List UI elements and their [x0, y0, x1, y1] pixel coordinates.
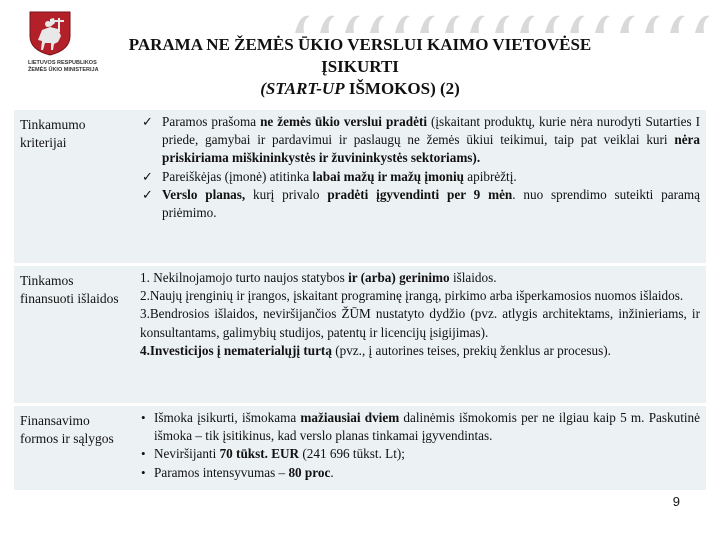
row-content [132, 406, 706, 490]
list-item [140, 409, 700, 445]
text-run: (pvz., į autorines teises, prekių ženklus ar procesus). [331, 342, 611, 358]
text-run: . nuo sprendimo suteikti paramą priėmimo. [162, 186, 700, 221]
row-label: Finansavimo formos ir sąlygos [20, 413, 114, 446]
title-startup: (START-UP [260, 79, 345, 98]
paragraph [140, 287, 700, 305]
paragraph [140, 269, 700, 287]
checkmark-icon: ✓ [142, 114, 153, 129]
text-run: . [330, 464, 334, 480]
slide-title [80, 34, 640, 100]
text-run: Paramos intensyvumas – [154, 464, 289, 480]
bullet-icon: • [141, 446, 146, 462]
list-item [140, 464, 700, 482]
criteria-table [14, 110, 706, 493]
text-run: Išmoka įsikurti, išmokama [154, 410, 301, 425]
bullet-list [140, 409, 700, 482]
list-item [140, 445, 700, 463]
title-line-3 [80, 78, 640, 100]
row-label: Tinkamumo kriterijai [20, 117, 86, 150]
text-run: apibrėžtį. [463, 168, 517, 184]
bullet-icon: • [141, 464, 146, 480]
text-run: (įskaitant produktų, kurie nėra nurodyti Sutarties I priede, gamybai ir pardavimui ir paslaugų ne žemės ūkiui teikimui, taip pat veiklai kuri [162, 114, 700, 148]
text-run: Paramos prašoma [162, 114, 261, 129]
bold-text: 4.Investicijos į nematerialųjį turtą [140, 342, 332, 358]
bold-text: labai mažų ir mažų įmonių [312, 168, 464, 184]
row-content [132, 266, 706, 403]
text-run: kurį privalo [245, 186, 328, 202]
list-item [140, 168, 700, 186]
title-line-1: PARAMA NE ŽEMĖS ŪKIO VERSLUI KAIMO VIETOVĖSE [128, 35, 592, 54]
row-content [132, 110, 706, 263]
title-line-3-rest: IŠMOKOS) (2) [344, 79, 460, 98]
text-run: 2.Naujų įrenginių ir įrangos, įskaitant programinę įrangą, pirkimo arba išperkamosios nuomos išlaidos. [140, 288, 684, 304]
ministry-line-2: ŽEMĖS ŪKIO MINISTERIJA [28, 67, 99, 73]
bold-text: ir (arba) gerinimo [348, 270, 450, 285]
paragraph [140, 305, 700, 341]
bold-text: mažiausiai dviem [300, 410, 400, 425]
paragraph [140, 342, 700, 360]
coat-of-arms-icon [28, 10, 72, 56]
text-run: dalinėmis išmokomis per ne ilgiau kaip 5 m. Paskutinė išmoka – tik įsitikinus, kad verslo planas tinkamai įgyvendintas. [154, 410, 700, 444]
bullet-icon: • [141, 410, 146, 425]
bold-text: Verslo planas, [162, 186, 246, 202]
bold-text: nėra priskiriama miškininkystės ir žuvininkystės sektoriams). [162, 132, 700, 166]
ministry-line-1: LIETUVOS RESPUBLIKOS [28, 60, 97, 66]
list-item [140, 113, 700, 168]
table-row-eligibility [14, 110, 706, 263]
bold-text: 70 tūkst. EUR [219, 446, 300, 462]
checkmark-icon: ✓ [142, 186, 153, 202]
row-label: Tinkamos finansuoti išlaidos [20, 273, 119, 306]
page-number: 9 [672, 494, 680, 509]
table-row-eligible-costs [14, 266, 706, 403]
checkmark-icon: ✓ [142, 168, 153, 184]
text-run: Neviršijanti [154, 446, 220, 462]
text-run: išlaidos. [449, 270, 497, 285]
text-run: (241 696 tūkst. Lt); [299, 446, 405, 462]
list-item [140, 186, 700, 222]
checklist [140, 113, 700, 222]
table-row-financing-forms [14, 406, 706, 490]
bold-text: 80 proc [288, 464, 331, 480]
text-run: 1. Nekilnojamojo turto naujos statybos [140, 270, 349, 285]
title-line-2: ĮSIKURTI [321, 57, 399, 76]
text-run: 3.Bendrosios išlaidos, neviršijančios ŽŪM nustatyto dydžio (pvz. atlygis architektams, inžinieriams, ir konsultantams, galimybių studijos, patentų ir licencijų įsigijimas). [140, 306, 700, 340]
text-run: Pareiškėjas (įmonė) atitinka [162, 168, 313, 184]
bold-text: ne žemės ūkio verslui pradėti [260, 114, 427, 129]
bold-text: pradėti įgyvendinti per 9 mėn [327, 186, 513, 202]
